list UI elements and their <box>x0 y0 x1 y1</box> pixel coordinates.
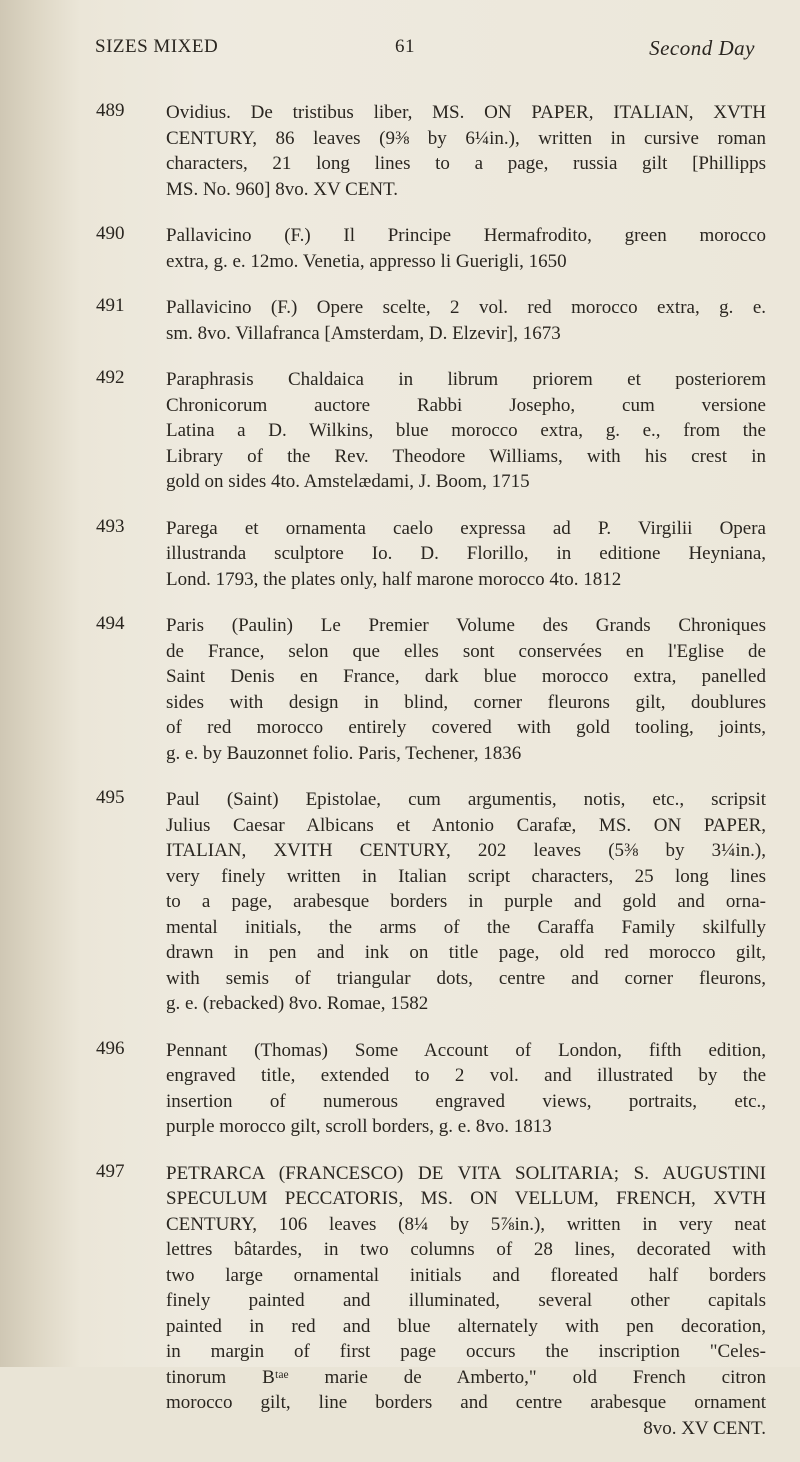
lot-description-line: purple morocco gilt, scroll borders, g. e. 8vo. 1813 <box>166 1116 552 1137</box>
lot-number: 491 <box>96 295 125 316</box>
lot-description-line: g. e. by Bauzonnet folio. Paris, Techener, 1836 <box>166 742 522 764</box>
lot-number: 497 <box>96 1160 125 1182</box>
lot-entry <box>0 613 800 766</box>
lot-description-line: characters, 21 long lines to a page, russia gilt [Phillipps <box>166 153 766 174</box>
lot-description-line: Julius Caesar Albicans et Antonio Carafæ, MS. ON PAPER, <box>166 814 766 836</box>
lot-number: 490 <box>96 223 125 244</box>
lot-description <box>166 1038 766 1140</box>
lot-description-line: sides with design in blind, corner fleurons gilt, doublures <box>166 691 766 713</box>
lot-description-line: of red morocco entirely covered with gold tooling, joints, <box>166 717 766 738</box>
lot-list <box>0 100 800 1462</box>
lot-description-line: sm. 8vo. Villafranca [Amsterdam, D. Elzevir], 1673 <box>166 322 561 344</box>
lot-entry <box>0 1161 800 1442</box>
lot-entry <box>0 367 800 495</box>
lot-description-line: Library of the Rev. Theodore Williams, with his crest in <box>166 445 766 467</box>
lot-description-line: PETRARCA (FRANCESCO) DE VITA SOLITARIA; S. AUGUSTINI <box>166 1162 766 1184</box>
lot-description-line: in margin of first page occurs the inscription "Celes- <box>166 1341 766 1362</box>
lot-description-line: Paul (Saint) Epistolae, cum argumentis, notis, etc., scripsit <box>166 789 766 810</box>
lot-description-line: Pallavicino (F.) Opere scelte, 2 vol. red morocco extra, g. e. <box>166 297 766 318</box>
lot-number: 489 <box>96 100 125 121</box>
lot-description <box>166 100 766 202</box>
lot-description <box>166 295 766 346</box>
lot-number: 494 <box>96 613 125 634</box>
lot-description-line: extra, g. e. 12mo. Venetia, appresso li Guerigli, 1650 <box>166 250 567 272</box>
lot-description-line: morocco gilt, line borders and centre arabesque ornament <box>166 1392 766 1413</box>
lot-description <box>166 367 766 495</box>
lot-description-line: Paraphrasis Chaldaica in librum priorem et posteriorem <box>166 369 766 390</box>
lot-description <box>166 787 766 1017</box>
lot-description-line: mental initials, the arms of the Caraffa Family skilfully <box>166 916 766 938</box>
lot-description-line: insertion of numerous engraved views, portraits, etc., <box>166 1090 766 1112</box>
lot-description-line: with semis of triangular dots, centre and corner fleurons, <box>166 967 766 989</box>
lot-description-line: Parega et ornamenta caelo expressa ad P. Virgilii Opera <box>166 517 766 539</box>
lot-description-line: Pallavicino (F.) Il Principe Hermafrodito, green morocco <box>166 225 766 246</box>
lot-description <box>166 1161 766 1442</box>
lot-description-line: g. e. (rebacked) 8vo. Romae, 1582 <box>166 993 429 1014</box>
lot-description-line: MS. No. 960] 8vo. XV CENT. <box>166 178 399 200</box>
lot-entry <box>0 295 800 346</box>
lot-description-line: Paris (Paulin) Le Premier Volume des Grands Chroniques <box>166 615 766 636</box>
lot-description-line: Ovidius. De tristibus liber, MS. ON PAPER, ITALIAN, XVTH <box>166 102 766 123</box>
lot-description <box>166 223 766 274</box>
lot-number: 492 <box>96 367 125 388</box>
lot-entry <box>0 787 800 1017</box>
lot-description-line: painted in red and blue alternately with pen decoration, <box>166 1315 766 1337</box>
lot-entry <box>0 1038 800 1140</box>
lot-description-line: Lond. 1793, the plates only, half marone morocco 4to. 1812 <box>166 568 622 590</box>
lot-number: 495 <box>96 787 125 808</box>
lot-description-line: drawn in pen and ink on title page, old red morocco gilt, <box>166 942 766 963</box>
header-section-title: SIZES MIXED <box>95 36 219 57</box>
lot-entry <box>0 223 800 274</box>
lot-description-line: de France, selon que elles sont conservées en l'Eglise de <box>166 640 766 662</box>
lot-description-line: Latina a D. Wilkins, blue morocco extra, g. e., from the <box>166 420 766 441</box>
page-number: 61 <box>395 36 415 57</box>
lot-description-line: two large ornamental initials and floreated half borders <box>166 1264 766 1286</box>
lot-description-line: lettres bâtardes, in two columns of 28 lines, decorated with <box>166 1239 766 1260</box>
lot-description-line: SPECULUM PECCATORIS, MS. ON VELLUM, FRENCH, XVTH <box>166 1188 766 1209</box>
lot-description-line: gold on sides 4to. Amstelædami, J. Boom, 1715 <box>166 471 530 492</box>
lot-description-line: tinorum Bᵗᵃᵉ marie de Amberto," old French citron <box>166 1366 766 1388</box>
lot-number: 496 <box>96 1037 125 1059</box>
lot-description-line: engraved title, extended to 2 vol. and illustrated by the <box>166 1065 766 1086</box>
lot-description-line: to a page, arabesque borders in purple and gold and orna- <box>166 891 766 912</box>
lot-description-line: illustranda sculptore Io. D. Florillo, in editione Heyniana, <box>166 543 766 564</box>
lot-description-line: ITALIAN, XVITH CENTURY, 202 leaves (5⅜ by 3¼in.), <box>166 840 766 861</box>
lot-description <box>166 516 766 593</box>
lot-description-line: CENTURY, 106 leaves (8¼ by 5⅞in.), written in very neat <box>166 1213 766 1235</box>
lot-description <box>166 613 766 766</box>
lot-description-line: Saint Denis en France, dark blue morocco extra, panelled <box>166 666 766 687</box>
lot-description-line: 8vo. XV CENT. <box>643 1417 766 1439</box>
lot-description-line: Pennant (Thomas) Some Account of London, fifth edition, <box>166 1039 766 1061</box>
lot-description-line: CENTURY, 86 leaves (9⅜ by 6¼in.), written in cursive roman <box>166 127 766 149</box>
lot-number: 493 <box>96 515 125 537</box>
lot-entry <box>0 100 800 202</box>
lot-entry <box>0 516 800 593</box>
page-header <box>95 36 755 64</box>
header-sale-day: Second Day <box>649 36 755 60</box>
lot-description-line: finely painted and illuminated, several other capitals <box>166 1290 766 1311</box>
lot-description-line: very finely written in Italian script characters, 25 long lines <box>166 865 766 887</box>
lot-description-line: Chronicorum auctore Rabbi Josepho, cum versione <box>166 394 766 416</box>
